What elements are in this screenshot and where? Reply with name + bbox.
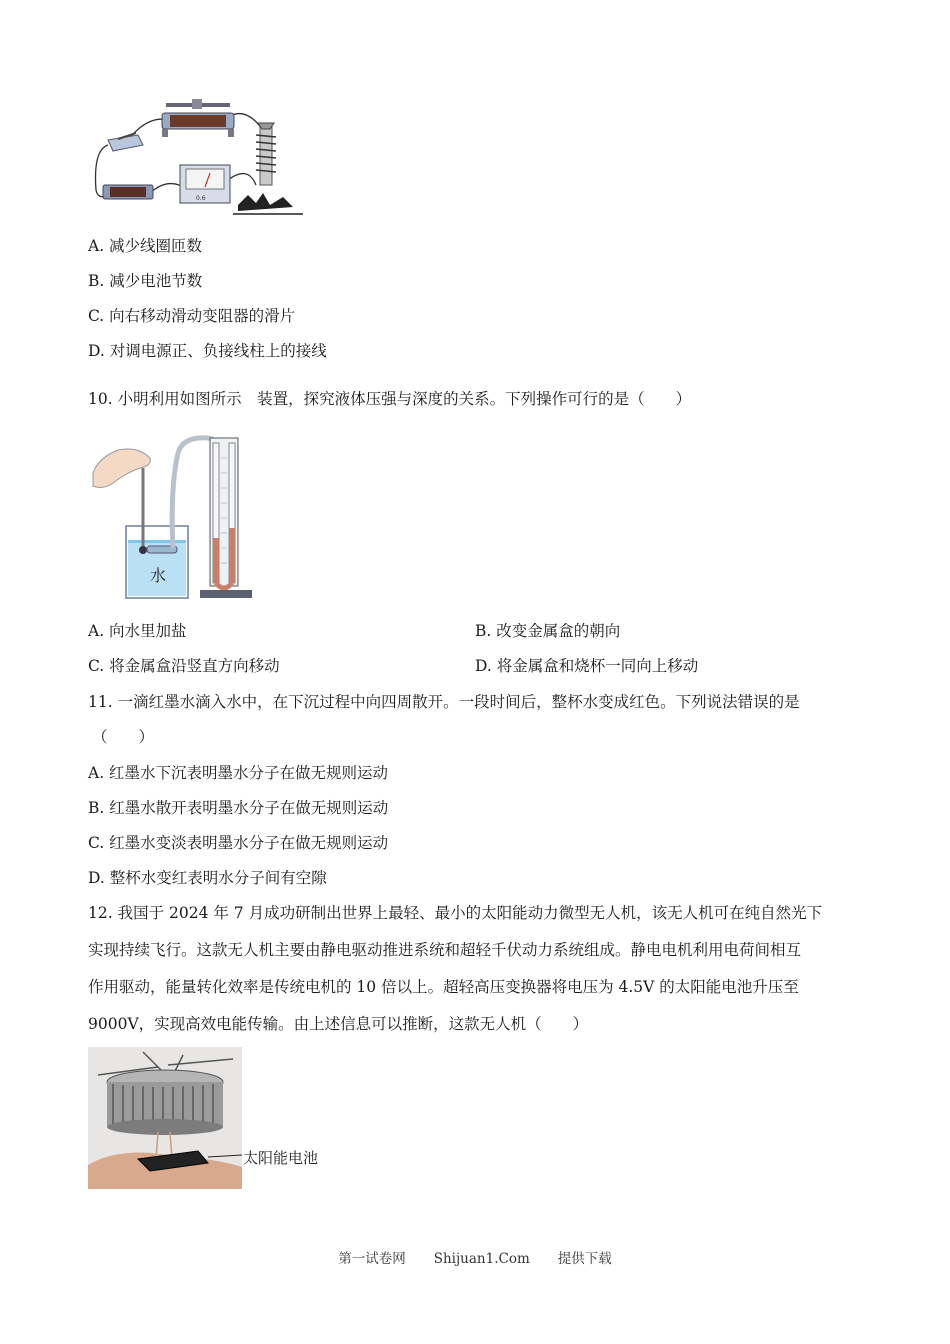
drone-photo: [88, 1047, 242, 1189]
q12-stem-line3: 作用驱动，能量转化效率是传统电机的 10 倍以上。超轻高压变换器将电压为 4.5V 的太阳能电池升压至: [88, 978, 799, 996]
meter-label: 0.6: [196, 195, 206, 202]
footer-site-cn: 第一试卷网: [338, 1251, 406, 1267]
q10-option-a: A. 向水里加盐: [88, 622, 187, 640]
q12-stem-line2: 实现持续飞行。这款无人机主要由静电驱动推进系统和超轻千伏动力系统组成。静电电机利用电荷间相互: [88, 941, 802, 959]
q9-option-d: D. 对调电源正、负接线柱上的接线: [88, 342, 327, 360]
circuit-figure: [88, 95, 308, 220]
solar-cell-label: 太阳能电池: [243, 1149, 319, 1167]
beaker-label: 水: [150, 566, 167, 585]
q11-option-b: B. 红墨水散开表明墨水分子在做无规则运动: [88, 799, 389, 817]
q10-option-b: B. 改变金属盒的朝向: [475, 622, 621, 640]
q12-stem-line1: 12. 我国于 2024 年 7 月成功研制出世界上最轻、最小的太阳能动力微型无人机，该无人机可在纯自然光下: [88, 904, 823, 922]
q10-option-d: D. 将金属盒和烧杯一同向上移动: [475, 657, 699, 675]
q11-option-c: C. 红墨水变淡表明墨水分子在做无规则运动: [88, 834, 389, 852]
footer-download: 提供下载: [557, 1251, 612, 1267]
q9-option-a: A. 减少线圈匝数: [88, 237, 203, 255]
pressure-apparatus-figure: [88, 428, 263, 603]
q11-option-d: D. 整杯水变红表明水分子间有空隙: [88, 869, 327, 887]
footer-site-en: Shijuan1.Com: [433, 1251, 530, 1267]
q9-option-b: B. 减少电池节数: [88, 272, 203, 290]
q11-stem-line1: 11. 一滴红墨水滴入水中，在下沉过程中向四周散开。一段时间后，整杯水变成红色。下列说法错误的是: [88, 693, 800, 711]
q11-stem-line2: （ ）: [92, 728, 155, 746]
q9-option-c: C. 向右移动滑动变阻器的滑片: [88, 307, 296, 325]
q11-option-a: A. 红墨水下沉表明墨水分子在做无规则运动: [88, 764, 389, 782]
q10-stem: 10. 小明利用如图所示 装置，探究液体压强与深度的关系。下列操作可行的是（ ）: [88, 390, 692, 408]
page-footer: [0, 1247, 950, 1267]
q12-stem-line4: 9000V，实现高效电能传输。由上述信息可以推断，这款无人机（ ）: [88, 1015, 589, 1033]
q10-option-c: C. 将金属盒沿竖直方向移动: [88, 657, 280, 675]
